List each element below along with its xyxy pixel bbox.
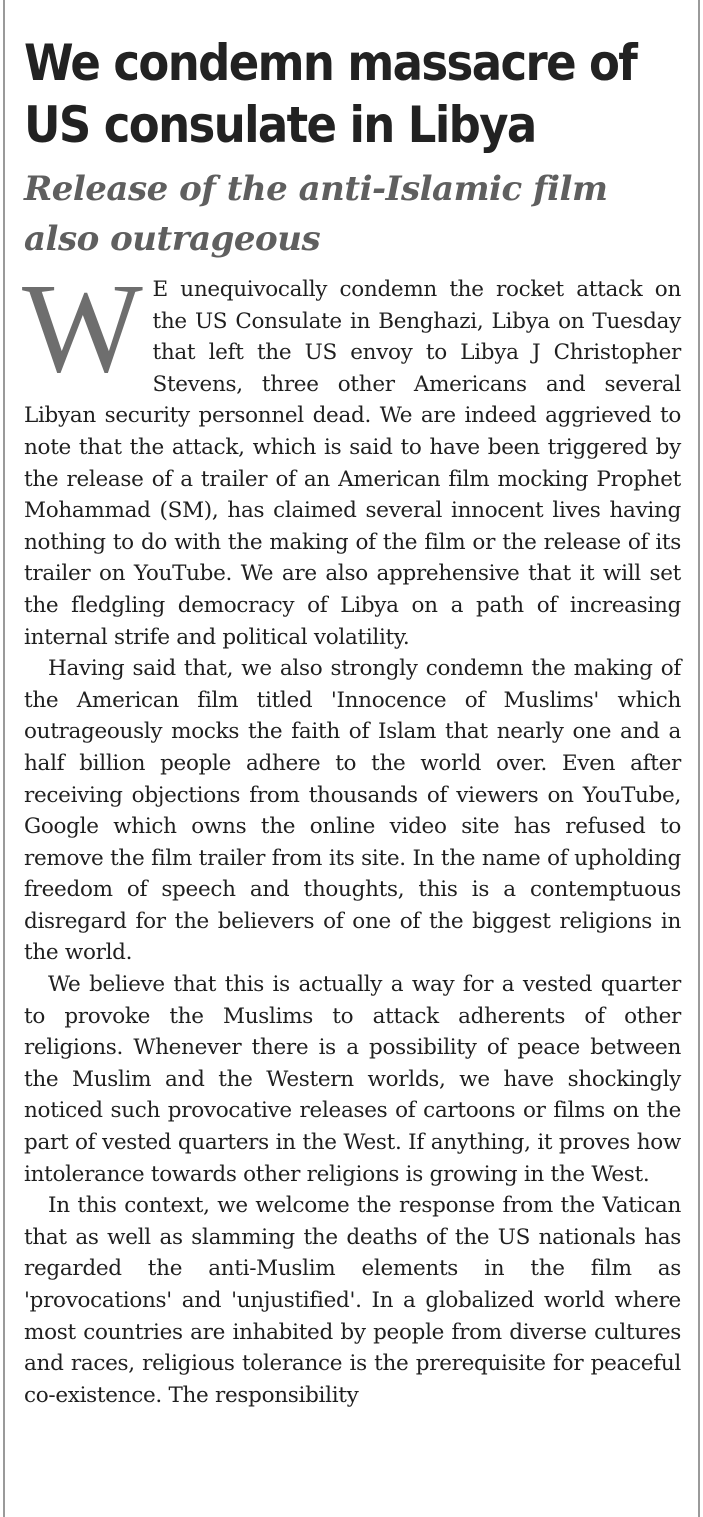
headline-line-1: We condemn massacre of <box>24 34 637 92</box>
paragraph-2: Having said that, we also strongly condemn the making of the American film titled 'Innocence of Muslims' which outrageously mocks the faith of Islam that nearly one and a half billion people adhere to the world over. Even after receiving objections from thousands of viewers on YouTube, Google which owns the online video site has refused to remove the film trailer from its site. In the name of upholding freedom of speech and thoughts, this is a contemptuous disregard for the believers of one of the biggest religions in the world. <box>24 656 681 966</box>
editorial-article <box>24 32 681 1411</box>
column-rule-right <box>698 0 700 1517</box>
headline <box>24 32 681 156</box>
paragraph-3: We believe that this is actually a way for a vested quarter to provoke the Muslims to attack adherents of other religions. Whenever there is a possibility of peace between the Muslim and the Western worlds, we have shockingly noticed such provocative releases of cartoons or films on the part of vested quarters in the West. If anything, it proves how intolerance towards other religions is growing in the West. <box>24 972 681 1187</box>
subheadline <box>24 164 681 264</box>
paragraph-1-text: E unequivocally condemn the rocket attack on the US Consulate in Benghazi, Libya on Tuesday that left the US envoy to Libya J Christopher Stevens, three other Americans and several Libyan security personnel dead. We are indeed aggrieved to note that the attack, which is said to have been triggered by the release of a trailer of an American film mocking Prophet Mohammad (SM), has claimed several innocent lives having nothing to do with the making of the film or the release of its trailer on YouTube. We are also apprehensive that it will set the fledgling democracy of Libya on a path of increasing internal strife and political volatility. <box>24 277 681 650</box>
article-body <box>22 257 681 1411</box>
subheadline-line-1: Release of the anti-Islamic film <box>24 169 608 209</box>
paragraph-1 <box>22 257 681 653</box>
headline-line-2: US consulate in Libya <box>24 96 536 154</box>
subheadline-line-2: also outrageous <box>24 219 321 259</box>
paragraph-4: In this context, we welcome the response from the Vatican that as well as slamming the deaths of the US nationals has regarded the anti-Muslim elements in the film as 'provocations' and 'unjustified'. In a globalized world where most countries are inhabited by people from diverse cultures and races, religious tolerance is the prerequisite for peaceful co-existence. The responsibility <box>24 1193 681 1408</box>
drop-cap: W <box>22 257 143 399</box>
column-rule-left <box>3 0 5 1517</box>
